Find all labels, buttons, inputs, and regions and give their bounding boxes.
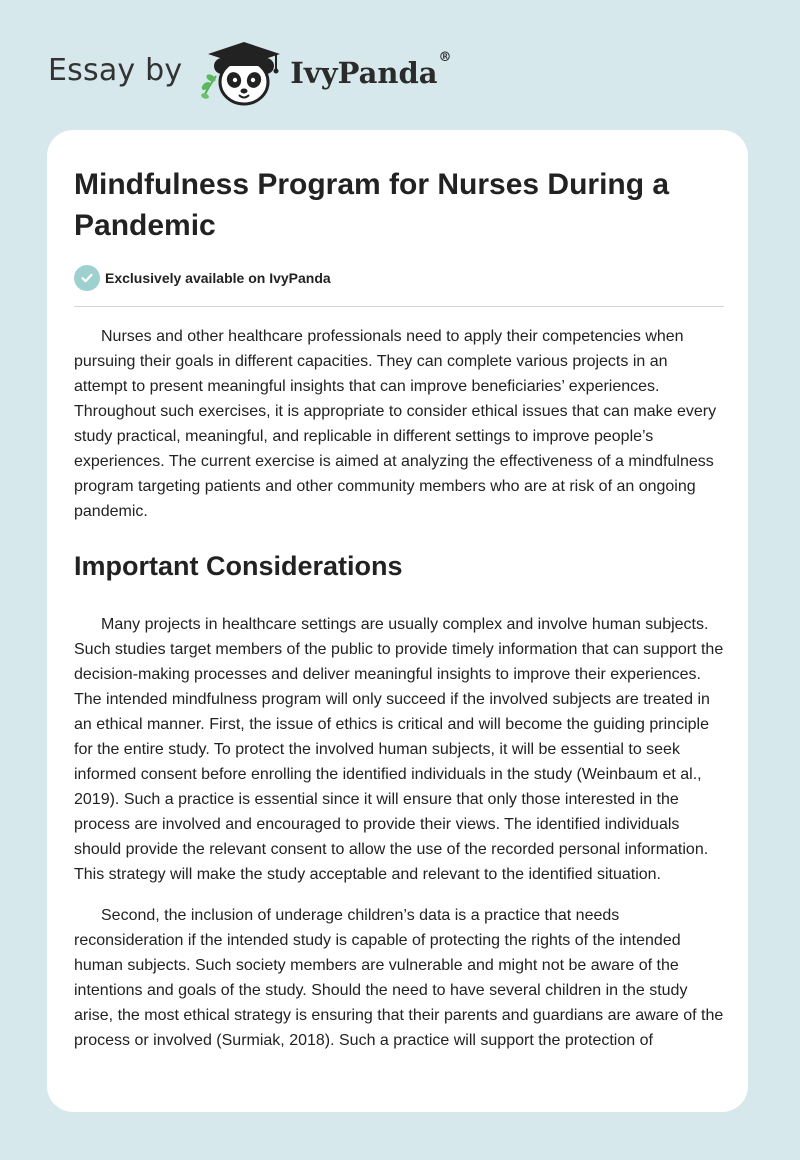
paragraph-intro: Nurses and other healthcare professionals need to apply their competencies when pursuing their goals in different capacities. They can complete various projects in an attempt to present meaningful insights that can improve beneficiaries’ experiences. Throughout such exercises, it is appropriate to consider ethical issues that can make every study practical, meaningful, and replicable in different settings to improve people’s experiences. The current exercise is aimed at analyzing the effectiveness of a mindfulness program targeting patients and other community members who are at risk of an ongoing pandemic.: [74, 328, 717, 520]
title-divider: [74, 306, 724, 307]
exclusive-badge: [74, 264, 724, 292]
essay-title: Mindfulness Program for Nurses During a Pandemic: [74, 168, 670, 242]
exclusive-badge-label: Exclusively available on IvyPanda: [105, 270, 331, 286]
section-heading: Important Considerations: [74, 551, 403, 581]
panda-graduate-icon: [196, 36, 288, 108]
essay-card: [47, 130, 748, 1112]
essay-content: [74, 164, 724, 1053]
check-circle-icon: [74, 265, 100, 291]
brand-name: [290, 50, 452, 90]
paragraph-considerations-1: Many projects in healthcare settings are usually complex and involve human subjects. Such studies target members of the public to provide timely information that can support the decision-making processes and deliver meaningful insights to improve their experiences. The intended mindfulness program will only succeed if the involved subjects are treated in an ethical manner. First, the issue of ethics is critical and will become the guiding principle for the entire study. To protect the involved human subjects, it will be essential to seek informed consent before enrolling the identified individuals in the study (Weinbaum et al., 2019). Such a practice is essential since it will ensure that only those interested in the process are involved and encouraged to provide their views. The identified individuals should provide the relevant consent to allow the use of the recorded personal information. This strategy will make the study acceptable and relevant to the identified situation.: [74, 616, 724, 883]
brand-name-text: IvyPanda: [290, 56, 438, 90]
essay-by-label: Essay by: [48, 52, 183, 88]
site-header: [48, 36, 452, 108]
registered-mark: ®: [438, 50, 452, 65]
paragraph-considerations-2: Second, the inclusion of underage children’s data is a practice that needs reconsideration if the intended study is capable of protecting the rights of the intended human subjects. Such society members are vulnerable and might not be aware of the intentions and goals of the study. Should the need to have several children in the study arise, the most ethical strategy is ensuring that their parents and guardians are aware of the process or involved (Surmiak, 2018). Such a practice will support the protection of: [74, 907, 724, 1049]
